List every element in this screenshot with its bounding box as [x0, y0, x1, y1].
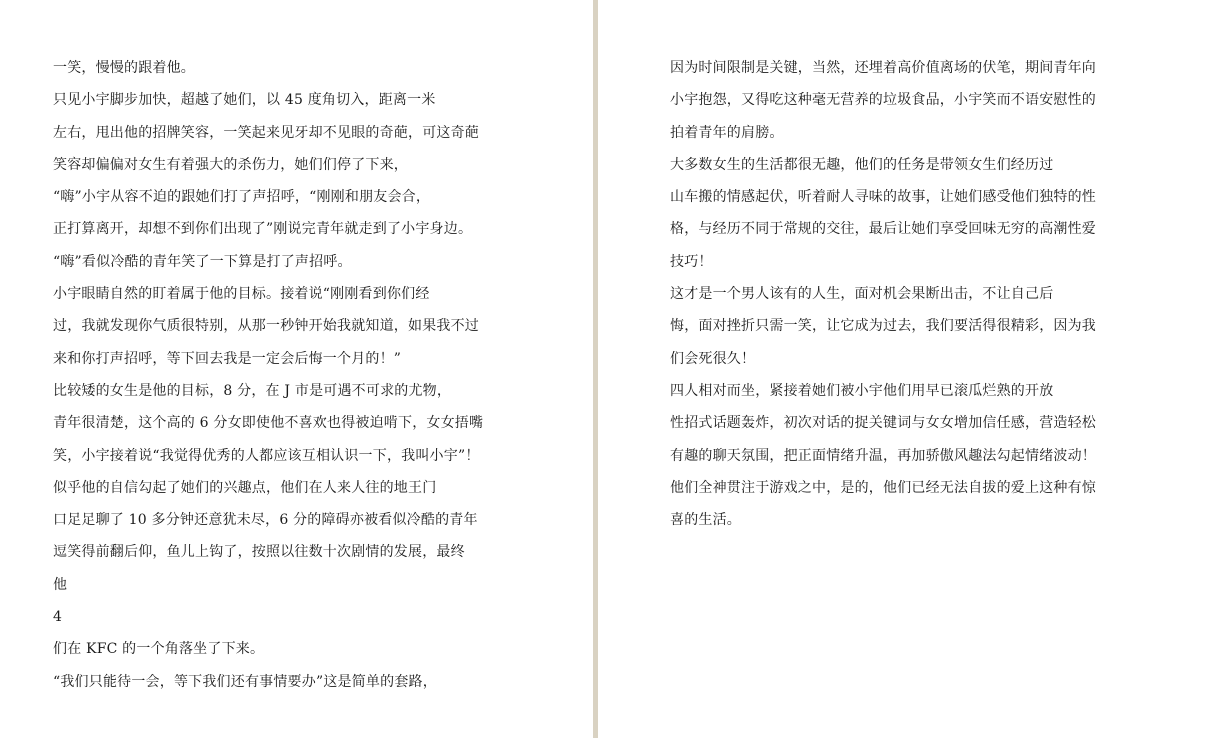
left-page	[0, 0, 593, 738]
left-page-text	[53, 52, 523, 698]
right-page	[598, 0, 1206, 738]
text-line: 来和你打声招呼，等下回去我是一定会后悔一个月的！”	[53, 350, 402, 367]
text-line: 只见小宇脚步加快，超越了她们，以 45 度角切入，距离一米	[53, 92, 436, 109]
text-line: 似乎他的自信勾起了她们的兴趣点，他们在人来人往的地王门	[53, 479, 437, 496]
text-line: 比较矮的女生是他的目标，8 分，在 J 市是可遇不可求的尤物，	[53, 382, 452, 399]
text-line: 性招式话题轰炸，初次对话的捉关键词与女女增加信任感，营造轻松	[670, 415, 1096, 432]
text-line: 过，我就发现你气质很特别，从那一秒钟开始我就知道，如果我不过	[53, 318, 479, 335]
text-line: 小宇眼睛自然的盯着属于他的目标。接着说“刚刚看到你们经	[53, 286, 430, 303]
text-line: 技巧！	[670, 253, 713, 270]
text-line: 悔，面对挫折只需一笑，让它成为过去，我们要活得很精彩，因为我	[670, 318, 1096, 335]
text-line: 山车搬的情感起伏，听着耐人寻味的故事，让她们感受他们独特的性	[670, 189, 1096, 206]
text-line: 喜的生活。	[670, 512, 741, 529]
text-line: “我们只能待一会，等下我们还有事情要办”这是简单的套路，	[53, 673, 437, 690]
text-line: 青年很清楚，这个高的 6 分女即使他不喜欢也得被迫啃下，女女捂嘴	[53, 415, 484, 432]
text-line: 格，与经历不同于常规的交往，最后让她们享受回味无穷的高潮性爱	[670, 221, 1096, 238]
text-line: 四人相对而坐，紧接着她们被小宇他们用早已滚瓜烂熟的开放	[670, 382, 1054, 399]
text-line: 笑容却偏偏对女生有着强大的杀伤力，她们们停了下来，	[53, 156, 408, 173]
text-line: “嗨”看似冷酷的青年笑了一下算是打了声招呼。	[53, 253, 352, 270]
right-page-text	[670, 52, 1140, 536]
text-line: 因为时间限制是关键，当然，还埋着高价值离场的伏笔，期间青年向	[670, 60, 1096, 76]
text-line: 有趣的聊天氛围，把正面情绪升温，再加骄傲风趣法勾起情绪波动！	[670, 447, 1096, 464]
text-line: 一笑，慢慢的跟着他。	[53, 60, 195, 76]
text-line: 小宇抱怨，又得吃这种毫无营养的垃圾食品，小宇笑而不语安慰性的	[670, 92, 1096, 109]
text-line: 他们全神贯注于游戏之中，是的，他们已经无法自拔的爱上这种有惊	[670, 479, 1096, 496]
text-line: 拍着青年的肩膀。	[670, 124, 784, 141]
text-line: 大多数女生的生活都很无趣，他们的任务是带领女生们经历过	[670, 156, 1054, 173]
text-line: 4	[53, 609, 63, 626]
text-line: 口足足聊了 10 多分钟还意犹未尽，6 分的障碍亦被看似冷酷的青年	[53, 512, 478, 529]
text-line: 逗笑得前翻后仰，鱼儿上钩了，按照以往数十次剧情的发展，最终	[53, 544, 465, 561]
text-line: 左右，甩出他的招牌笑容，一笑起来见牙却不见眼的奇葩，可这奇葩	[53, 124, 479, 141]
text-line: 笑，小宇接着说“我觉得优秀的人都应该互相认识一下，我叫小宇”！	[53, 447, 480, 464]
text-line: 们会死很久！	[670, 350, 756, 367]
text-line: “嗨”小宇从容不迫的跟她们打了声招呼，“刚刚和朋友会合，	[53, 189, 431, 206]
text-line: 们在 KFC 的一个角落坐了下来。	[53, 641, 265, 658]
text-line: 正打算离开，却想不到你们出现了”刚说完青年就走到了小宇身边。	[53, 221, 473, 238]
text-line: 这才是一个男人该有的人生，面对机会果断出击，不让自己后	[670, 286, 1054, 303]
text-line: 他	[53, 576, 68, 593]
